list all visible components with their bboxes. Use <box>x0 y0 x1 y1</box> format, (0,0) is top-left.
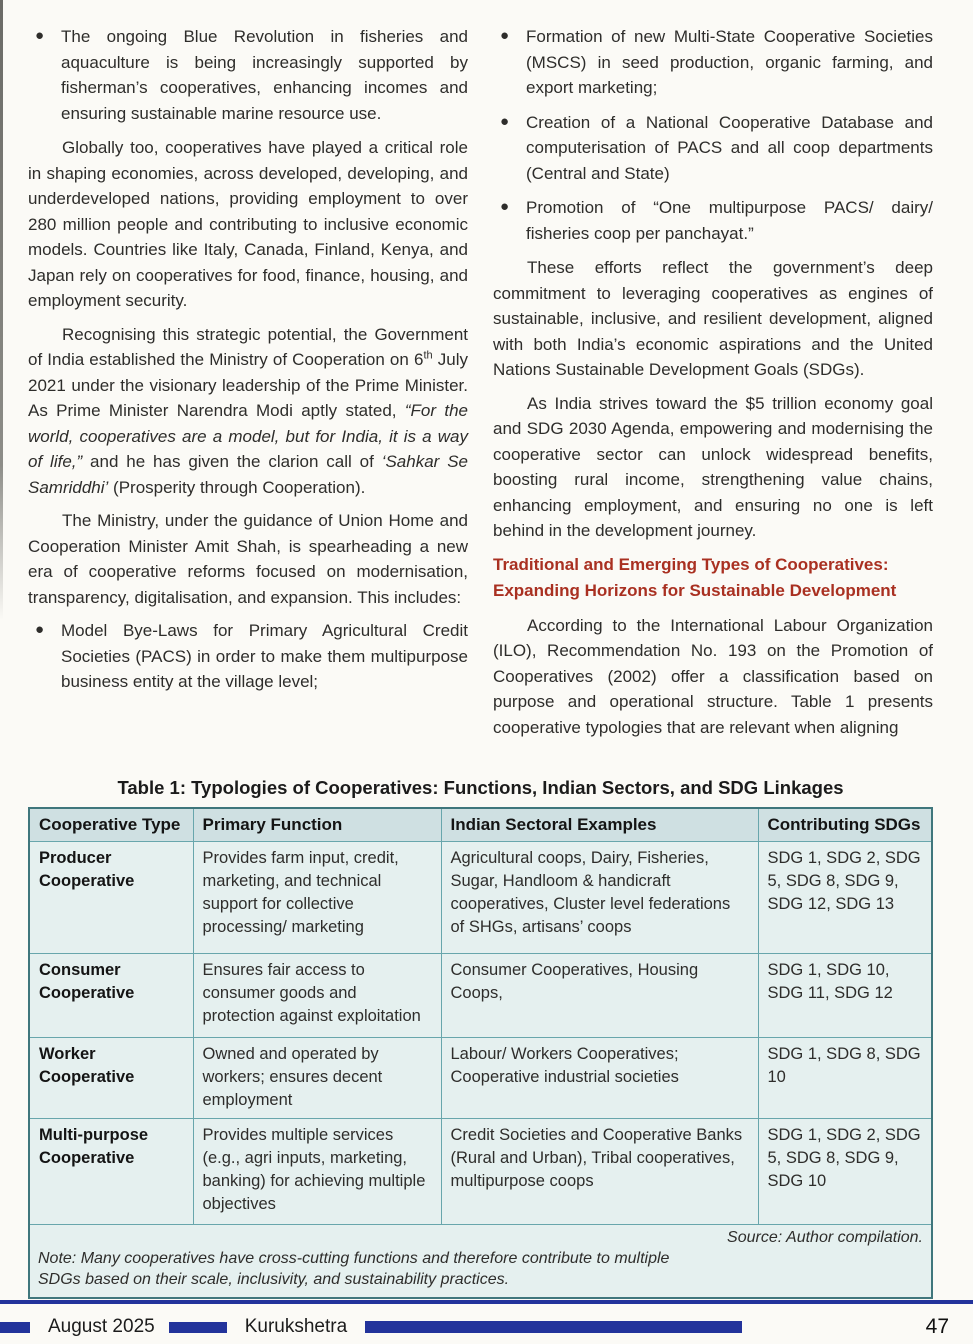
table-row <box>29 1119 932 1225</box>
right-bullet <box>493 24 933 101</box>
cell-contributing-sdgs: SDG 1, SDG 2, SDG 5, SDG 8, SDG 9, SDG 12, SDG 13 <box>758 842 932 954</box>
text-segment: ‘Sahkar Se Samriddhi’ <box>28 452 468 497</box>
table-notes-cell <box>29 1225 932 1299</box>
bullet-text <box>526 110 933 187</box>
right-bullet <box>493 195 933 246</box>
cell-sectoral-examples: Credit Societies and Cooperative Banks (Rural and Urban), Tribal cooperatives, multipurpose coops <box>441 1119 758 1225</box>
left-bullet <box>28 24 468 126</box>
cell-cooperative-type: Producer Cooperative <box>29 842 193 954</box>
text-segment: and he has given the clarion call of <box>82 452 382 471</box>
table-header-row <box>29 808 932 842</box>
text-segment: Globally too, cooperatives have played a critical role in shaping economies, across developed, developing, and underdeveloped nations, providing employment to over 280 million people and contributing to inclusive economic models. Countries like Italy, Canada, Finland, Kenya, and Japan rely on cooperatives for food, finance, housing, and employment security. <box>28 138 468 310</box>
table-row <box>29 842 932 954</box>
typologies-table <box>28 807 933 1299</box>
cell-contributing-sdgs: SDG 1, SDG 10, SDG 11, SDG 12 <box>758 954 932 1038</box>
cell-cooperative-type: Consumer Cooperative <box>29 954 193 1038</box>
table-notes-row <box>29 1225 932 1299</box>
text-segment: “For the world, cooperatives are a model, but for India, it is a way of life,” <box>28 401 468 471</box>
left-para <box>28 135 468 314</box>
bullet-text <box>61 24 468 126</box>
cell-sectoral-examples: Labour/ Workers Cooperatives; Cooperative industrial societies <box>441 1038 758 1119</box>
cell-contributing-sdgs: SDG 1, SDG 2, SDG 5, SDG 8, SDG 9, SDG 10 <box>758 1119 932 1225</box>
left-column <box>28 24 468 769</box>
bullet-text <box>526 195 933 246</box>
text-segment: These efforts reflect the government’s deep commitment to leveraging cooperatives as engines of sustainable, inclusive, and resilient development, aligned with both India’s economic aspirations and the United Nations Sustainable Development Goals (SDGs). <box>493 258 933 379</box>
table-header-cell: Cooperative Type <box>29 808 193 842</box>
table-header-cell: Indian Sectoral Examples <box>441 808 758 842</box>
table-header-cell: Primary Function <box>193 808 441 842</box>
cell-sectoral-examples: Agricultural coops, Dairy, Fisheries, Sugar, Handloom & handicraft cooperatives, Cluster level federations of SHGs, artisans’ coops <box>441 842 758 954</box>
right-heading <box>493 552 933 604</box>
left-bullet <box>28 618 468 695</box>
table-note-line1: Note: Many cooperatives have cross-cutting functions and therefore contribute to multiple <box>38 1250 670 1267</box>
text-segment: Creation of a National Cooperative Database and computerisation of PACS and all coop departments (Central and State) <box>526 112 933 183</box>
text-segment: Promotion of “One multipurpose PACS/ dairy/ fisheries coop per panchayat.” <box>526 198 933 243</box>
text-segment: The ongoing Blue Revolution in fisheries and aquaculture is being increasingly supported by fisherman’s cooperatives, enhancing incomes and ensuring sustainable marine resource use. <box>61 27 468 123</box>
footer-top-rule <box>0 1300 973 1304</box>
text-segment: The Ministry, under the guidance of Union Home and Cooperation Minister Amit Shah, is spearheading a new era of cooperative reforms focused on modernisation, transparency, digitalisation, and expansion. This includes: <box>28 511 468 607</box>
text-columns <box>28 24 933 769</box>
bullet-marker: ● <box>35 621 45 638</box>
cell-primary-function: Provides multiple services (e.g., agri inputs, marketing, banking) for achieving multiple objectives <box>193 1119 441 1225</box>
text-segment: According to the International Labour Organization (ILO), Recommendation No. 193 on the Promotion of Cooperatives (2002) offer a classification based on purpose and operational structure. Table 1 presents cooperative typologies that are relevant when aligning <box>493 615 933 737</box>
text-segment: Recognising this strategic potential, the Government of India established the Ministry of Cooperation on 6 <box>28 324 468 369</box>
bullet-marker: ● <box>500 27 510 44</box>
page-content <box>28 24 933 1299</box>
table-row <box>29 954 932 1038</box>
text-segment: July 2021 under the visionary leadership of the Prime Minister. As Prime Minister Narendra Modi aptly stated, <box>28 350 468 420</box>
cell-cooperative-type: Multi-purpose Cooperative <box>29 1119 193 1225</box>
right-para <box>493 613 933 741</box>
left-para <box>28 508 468 610</box>
text-segment: Formation of new Multi-State Cooperative Societies (MSCS) in seed production, organic farming, and export marketing; <box>526 27 933 97</box>
text-segment: th <box>423 349 433 362</box>
bullet-text <box>61 618 468 695</box>
right-column <box>493 24 933 769</box>
table-header-cell: Contributing SDGs <box>758 808 932 842</box>
table-row <box>29 1038 932 1119</box>
left-para <box>28 322 468 501</box>
footer-bar-mid <box>169 1322 227 1333</box>
cell-primary-function: Owned and operated by workers; ensures decent employment <box>193 1038 441 1119</box>
bullet-text <box>526 24 933 101</box>
scan-edge-artifact <box>0 0 3 620</box>
cell-sectoral-examples: Consumer Cooperatives, Housing Coops, <box>441 954 758 1038</box>
right-para <box>493 391 933 544</box>
footer-bar-long <box>365 1321 742 1333</box>
table-source: Source: Author compilation. <box>727 1229 923 1246</box>
right-bullet <box>493 110 933 187</box>
text-segment: As India strives toward the $5 trillion economy goal and SDG 2030 Agenda, empowering and modernising the cooperative sector can unlock widespread benefits, boosting rural income, strengthening value chains, enhancing employment, and ensuring no one is left behind in the development journey. <box>493 393 933 540</box>
text-segment: Model Bye-Laws for Primary Agricultural Credit Societies (PACS) in order to make them multipurpose business entity at the village level; <box>61 621 468 691</box>
footer-magazine-name: Kurukshetra <box>244 1316 348 1337</box>
cell-contributing-sdgs: SDG 1, SDG 8, SDG 10 <box>758 1038 932 1119</box>
table-note-line2: SDGs based on their scale, inclusivity, and sustainability practices. <box>38 1271 510 1288</box>
text-segment: Traditional and Emerging Types of Cooperatives: Expanding Horizons for Sustainable Development <box>493 554 897 600</box>
table-title: Table 1: Typologies of Cooperatives: Functions, Indian Sectors, and SDG Linkages <box>117 777 844 798</box>
bullet-marker: ● <box>35 27 45 44</box>
cell-primary-function: Provides farm input, credit, marketing, and technical support for collective processing/ marketing <box>193 842 441 954</box>
cell-cooperative-type: Worker Cooperative <box>29 1038 193 1119</box>
footer-date: August 2025 <box>48 1316 155 1337</box>
right-para <box>493 255 933 383</box>
footer-row <box>0 1315 973 1339</box>
footer-bar-left <box>0 1322 30 1333</box>
bullet-marker: ● <box>500 198 510 215</box>
text-segment: (Prosperity through Cooperation). <box>108 477 366 497</box>
page-footer <box>0 1300 973 1344</box>
footer-page-number: 47 <box>925 1315 949 1338</box>
cell-primary-function: Ensures fair access to consumer goods and protection against exploitation <box>193 954 441 1038</box>
bullet-marker: ● <box>500 112 510 130</box>
